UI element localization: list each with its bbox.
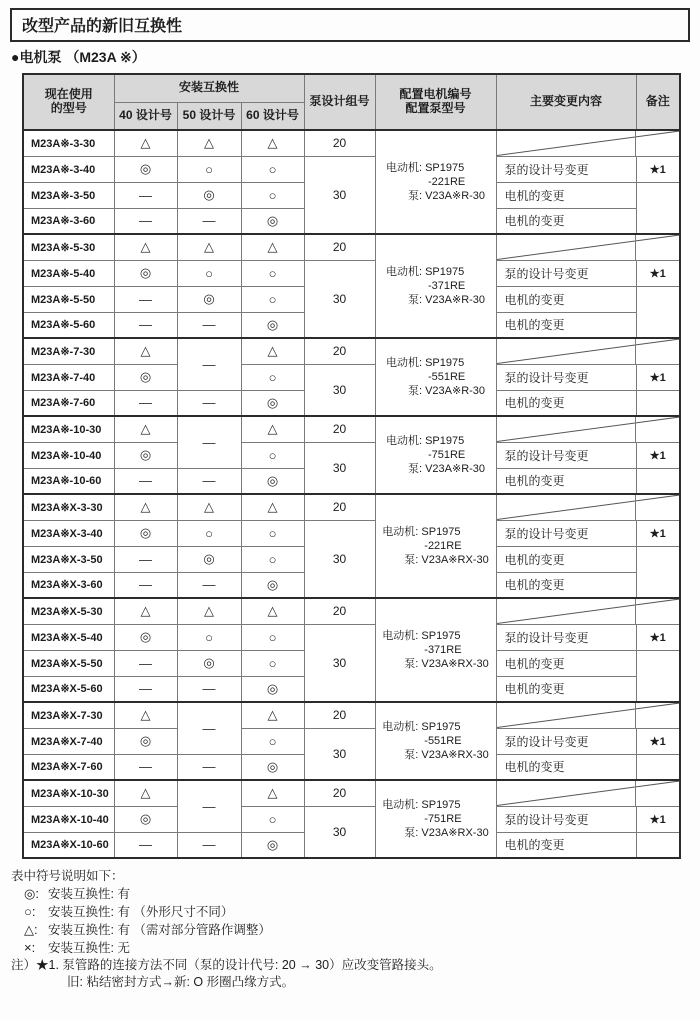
table-row	[23, 416, 680, 442]
change-cell: 泵的设计号变更	[496, 442, 636, 468]
compat-50-cell: ○	[177, 156, 241, 182]
diagonal-line-icon	[497, 235, 680, 260]
remark-cell	[636, 650, 680, 702]
remark-cell: ★1	[636, 364, 680, 390]
remark-cell	[636, 468, 680, 494]
compat-60-cell: △	[241, 338, 304, 364]
legend-item: △: 安装互换性: 有 （需对部分管路作调整）	[24, 922, 271, 937]
change-cell: 泵的设计号变更	[496, 156, 636, 182]
compat-40-cell: ◎	[114, 728, 177, 754]
remark-cell: ★1	[636, 624, 680, 650]
table-row	[23, 494, 680, 520]
compat-50-cell: —	[177, 572, 241, 598]
remark-cell: ★1	[636, 442, 680, 468]
compat-60-cell: ◎	[241, 832, 304, 858]
diagonal-line-icon	[497, 417, 680, 442]
diagonal-cell	[496, 494, 680, 520]
compat-40-cell: △	[114, 130, 177, 156]
remark-cell	[636, 754, 680, 780]
table-row	[23, 364, 680, 390]
table-row	[23, 130, 680, 156]
diagonal-cell	[496, 598, 680, 624]
remark-cell	[636, 390, 680, 416]
compat-60-cell: △	[241, 702, 304, 728]
compat-60-cell: ○	[241, 624, 304, 650]
diagonal-line-icon	[497, 703, 680, 728]
table-row	[23, 806, 680, 832]
diagonal-cell	[496, 338, 680, 364]
compat-60-cell: ○	[241, 650, 304, 676]
compat-50-cell: ◎	[177, 546, 241, 572]
table-row	[23, 156, 680, 182]
motor-config-cell: 电动机: SP1975 -551RE 泵: V23A※RX-30	[375, 702, 496, 780]
compat-40-cell: —	[114, 390, 177, 416]
compat-40-cell: ◎	[114, 156, 177, 182]
model-cell: M23A※-10-40	[23, 442, 114, 468]
table-row	[23, 624, 680, 650]
compat-50-cell: —	[177, 390, 241, 416]
compat-40-cell: —	[114, 650, 177, 676]
motor-config-cell: 电动机: SP1975 -751RE 泵: V23A※R-30	[375, 416, 496, 494]
header-model: 现在使用 的型号	[23, 74, 114, 130]
model-cell: M23A※-7-40	[23, 364, 114, 390]
compat-50-cell: △	[177, 494, 241, 520]
compat-60-cell: ○	[241, 156, 304, 182]
group-cell: 20	[304, 598, 375, 624]
compat-60-cell: ○	[241, 806, 304, 832]
compat-60-cell: ○	[241, 520, 304, 546]
column-divider	[635, 495, 636, 520]
compat-40-cell: ◎	[114, 364, 177, 390]
group-cell: 30	[304, 728, 375, 780]
model-cell: M23A※-3-40	[23, 156, 114, 182]
compat-50-cell: ○	[177, 260, 241, 286]
compat-60-cell: ◎	[241, 754, 304, 780]
compat-60-cell: ◎	[241, 676, 304, 702]
model-cell: M23A※-7-60	[23, 390, 114, 416]
footnotes	[11, 868, 690, 991]
model-cell: M23A※X-5-30	[23, 598, 114, 624]
header-design-50: 50 设计号	[177, 102, 241, 130]
compat-60-cell: ○	[241, 182, 304, 208]
change-cell: 电机的变更	[496, 312, 636, 338]
header-group: 泵设计组号	[304, 74, 375, 130]
compat-50-cell: —	[177, 208, 241, 234]
group-cell: 30	[304, 156, 375, 234]
model-cell: M23A※-5-60	[23, 312, 114, 338]
motor-config-cell: 电动机: SP1975 -751RE 泵: V23A※RX-30	[375, 780, 496, 858]
model-cell: M23A※-3-60	[23, 208, 114, 234]
triangle-icon: △:	[24, 922, 38, 937]
change-cell: 泵的设计号变更	[496, 624, 636, 650]
compat-60-cell: ○	[241, 260, 304, 286]
change-cell: 泵的设计号变更	[496, 728, 636, 754]
compat-60-cell: ○	[241, 286, 304, 312]
diagonal-cell	[496, 780, 680, 806]
double-circle-icon: ◎:	[24, 886, 39, 901]
compat-60-cell: △	[241, 416, 304, 442]
legend-intro: 表中符号说明如下：	[11, 869, 124, 883]
model-cell: M23A※X-5-60	[23, 676, 114, 702]
model-cell: M23A※-5-50	[23, 286, 114, 312]
remark-cell: ★1	[636, 728, 680, 754]
note-line-2: 旧: 粘结密封方式→新: O 形圈凸缘方式。	[67, 975, 295, 989]
remark-cell	[636, 286, 680, 338]
model-cell: M23A※X-5-40	[23, 624, 114, 650]
change-cell: 电机的变更	[496, 390, 636, 416]
compat-60-cell: △	[241, 780, 304, 806]
compat-60-cell: ◎	[241, 390, 304, 416]
group-cell: 30	[304, 624, 375, 702]
table-row	[23, 598, 680, 624]
model-cell: M23A※-10-60	[23, 468, 114, 494]
compat-40-cell: —	[114, 546, 177, 572]
diagonal-line-icon	[497, 495, 680, 520]
change-cell: 电机的变更	[496, 832, 636, 858]
compat-60-cell: △	[241, 494, 304, 520]
compat-60-cell: ◎	[241, 572, 304, 598]
table-row	[23, 442, 680, 468]
legend-item: ◎: 安装互换性: 有	[24, 886, 130, 901]
remark-cell: ★1	[636, 806, 680, 832]
compat-40-cell: —	[114, 468, 177, 494]
column-divider	[635, 781, 636, 806]
group-cell: 30	[304, 806, 375, 858]
change-cell: 电机的变更	[496, 676, 636, 702]
note-line-1: 注）★1. 泵管路的连接方法不同（泵的设计代号: 20 → 30）应改变管路接头。	[11, 958, 442, 972]
model-cell: M23A※-3-30	[23, 130, 114, 156]
header-config: 配置电机编号 配置泵型号	[375, 74, 496, 130]
header-design-60: 60 设计号	[241, 102, 304, 130]
compat-40-cell: ◎	[114, 260, 177, 286]
model-cell: M23A※X-10-40	[23, 806, 114, 832]
compat-60-cell: △	[241, 598, 304, 624]
group-cell: 20	[304, 780, 375, 806]
change-cell: 电机的变更	[496, 286, 636, 312]
compat-50-cell: —	[177, 468, 241, 494]
compat-50-cell: —	[177, 780, 241, 832]
motor-config-cell: 电动机: SP1975 -221RE 泵: V23A※R-30	[375, 130, 496, 234]
model-cell: M23A※X-3-40	[23, 520, 114, 546]
remark-cell	[636, 182, 680, 234]
compat-40-cell: △	[114, 416, 177, 442]
group-cell: 30	[304, 520, 375, 598]
change-cell: 电机的变更	[496, 754, 636, 780]
model-cell: M23A※-10-30	[23, 416, 114, 442]
compat-40-cell: △	[114, 598, 177, 624]
compat-40-cell: —	[114, 312, 177, 338]
column-divider	[635, 417, 636, 442]
model-cell: M23A※X-10-60	[23, 832, 114, 858]
compat-50-cell: —	[177, 312, 241, 338]
diagonal-cell	[496, 416, 680, 442]
compat-50-cell: ◎	[177, 650, 241, 676]
remark-cell: ★1	[636, 260, 680, 286]
column-divider	[635, 235, 636, 260]
change-cell: 泵的设计号变更	[496, 806, 636, 832]
model-cell: M23A※-5-40	[23, 260, 114, 286]
compat-40-cell: △	[114, 494, 177, 520]
change-cell: 电机的变更	[496, 650, 636, 676]
remark-cell: ★1	[636, 156, 680, 182]
compat-60-cell: ◎	[241, 468, 304, 494]
remark-cell	[636, 546, 680, 598]
compat-50-cell: △	[177, 234, 241, 260]
legend-item: ×: 安装互换性: 无	[24, 940, 130, 955]
compat-40-cell: —	[114, 832, 177, 858]
compat-40-cell: —	[114, 182, 177, 208]
compatibility-table	[22, 73, 681, 859]
table-row	[23, 338, 680, 364]
diagonal-line-icon	[497, 131, 680, 156]
compat-60-cell: ◎	[241, 208, 304, 234]
table-row	[23, 260, 680, 286]
change-cell: 泵的设计号变更	[496, 364, 636, 390]
column-divider	[635, 339, 636, 364]
compat-60-cell: △	[241, 234, 304, 260]
header-remark: 备注	[636, 74, 680, 130]
model-cell: M23A※-7-30	[23, 338, 114, 364]
motor-config-cell: 电动机: SP1975 -551RE 泵: V23A※R-30	[375, 338, 496, 416]
diagonal-cell	[496, 702, 680, 728]
group-cell: 20	[304, 338, 375, 364]
compat-40-cell: —	[114, 754, 177, 780]
header-compat: 安装互换性	[114, 74, 304, 102]
model-cell: M23A※X-5-50	[23, 650, 114, 676]
column-divider	[635, 131, 636, 156]
remark-cell	[636, 832, 680, 858]
header-row-1	[23, 74, 680, 102]
group-cell: 20	[304, 702, 375, 728]
compat-40-cell: —	[114, 286, 177, 312]
change-cell: 电机的变更	[496, 468, 636, 494]
model-cell: M23A※X-7-60	[23, 754, 114, 780]
group-cell: 30	[304, 442, 375, 494]
compat-60-cell: △	[241, 130, 304, 156]
compat-40-cell: △	[114, 702, 177, 728]
compat-50-cell: ○	[177, 624, 241, 650]
model-cell: M23A※X-3-50	[23, 546, 114, 572]
compat-40-cell: △	[114, 338, 177, 364]
compat-50-cell: —	[177, 416, 241, 468]
change-cell: 电机的变更	[496, 572, 636, 598]
legend-item: ○: 安装互换性: 有 （外形尺寸不同）	[24, 904, 234, 919]
diagonal-line-icon	[497, 781, 680, 806]
compat-40-cell: ◎	[114, 442, 177, 468]
section-subtitle: ●电机泵 （M23A ※）	[11, 49, 146, 65]
remark-cell: ★1	[636, 520, 680, 546]
table-row	[23, 702, 680, 728]
change-cell: 电机的变更	[496, 182, 636, 208]
header-design-40: 40 设计号	[114, 102, 177, 130]
compat-40-cell: —	[114, 676, 177, 702]
compat-50-cell: —	[177, 832, 241, 858]
compat-50-cell: —	[177, 754, 241, 780]
cross-icon: ×:	[24, 940, 36, 955]
compat-40-cell: ◎	[114, 806, 177, 832]
compat-40-cell: ◎	[114, 624, 177, 650]
table-row	[23, 728, 680, 754]
model-cell: M23A※X-3-60	[23, 572, 114, 598]
model-cell: M23A※X-3-30	[23, 494, 114, 520]
compat-60-cell: ◎	[241, 312, 304, 338]
motor-config-cell: 电动机: SP1975 -371RE 泵: V23A※RX-30	[375, 598, 496, 702]
group-cell: 20	[304, 130, 375, 156]
circle-icon: ○:	[24, 904, 36, 919]
model-cell: M23A※-3-50	[23, 182, 114, 208]
compat-50-cell: ◎	[177, 182, 241, 208]
diagonal-cell	[496, 130, 680, 156]
compat-50-cell: △	[177, 598, 241, 624]
compat-60-cell: ○	[241, 728, 304, 754]
motor-config-cell: 电动机: SP1975 -371RE 泵: V23A※R-30	[375, 234, 496, 338]
table-row	[23, 780, 680, 806]
header-change: 主要变更内容	[496, 74, 636, 130]
compat-40-cell: ◎	[114, 520, 177, 546]
model-cell: M23A※X-10-30	[23, 780, 114, 806]
diagonal-cell	[496, 234, 680, 260]
compat-50-cell: —	[177, 676, 241, 702]
column-divider	[635, 599, 636, 624]
motor-config-cell: 电动机: SP1975 -221RE 泵: V23A※RX-30	[375, 494, 496, 598]
compat-50-cell: —	[177, 702, 241, 754]
diagonal-line-icon	[497, 599, 680, 624]
change-cell: 泵的设计号变更	[496, 260, 636, 286]
change-cell: 电机的变更	[496, 546, 636, 572]
group-cell: 30	[304, 364, 375, 416]
group-cell: 20	[304, 416, 375, 442]
table-row	[23, 520, 680, 546]
compat-60-cell: ○	[241, 442, 304, 468]
diagonal-line-icon	[497, 339, 680, 364]
compat-60-cell: ○	[241, 546, 304, 572]
compat-60-cell: ○	[241, 364, 304, 390]
model-cell: M23A※X-7-30	[23, 702, 114, 728]
column-divider	[635, 703, 636, 728]
compat-40-cell: —	[114, 208, 177, 234]
compat-40-cell: —	[114, 572, 177, 598]
model-cell: M23A※-5-30	[23, 234, 114, 260]
change-cell: 泵的设计号变更	[496, 520, 636, 546]
page-title: 改型产品的新旧互换性	[10, 8, 690, 42]
compat-40-cell: △	[114, 234, 177, 260]
compat-50-cell: ◎	[177, 286, 241, 312]
group-cell: 20	[304, 234, 375, 260]
group-cell: 20	[304, 494, 375, 520]
group-cell: 30	[304, 260, 375, 338]
compat-50-cell: △	[177, 130, 241, 156]
model-cell: M23A※X-7-40	[23, 728, 114, 754]
compat-50-cell: —	[177, 338, 241, 390]
compat-40-cell: △	[114, 780, 177, 806]
change-cell: 电机的变更	[496, 208, 636, 234]
compat-50-cell: ○	[177, 520, 241, 546]
table-row	[23, 234, 680, 260]
